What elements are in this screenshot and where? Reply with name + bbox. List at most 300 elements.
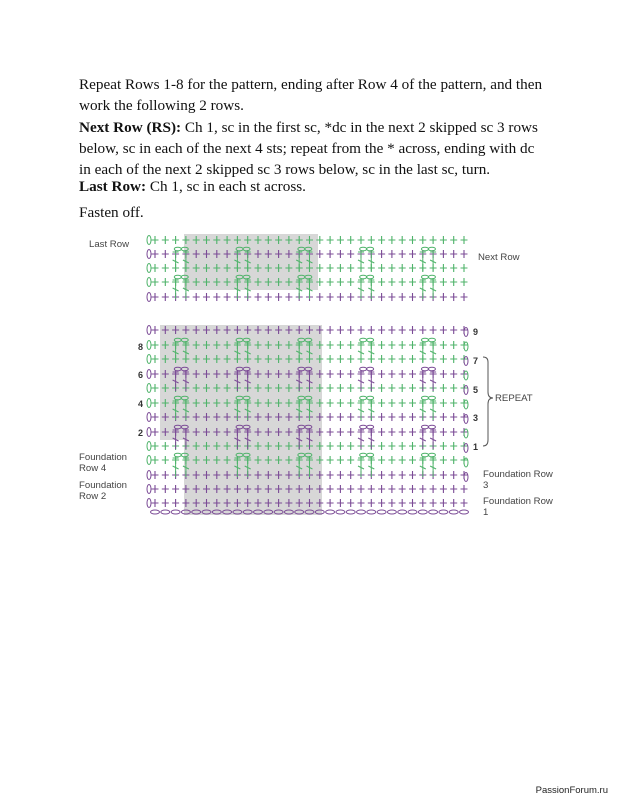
sc-symbol bbox=[327, 370, 334, 378]
sc-symbol bbox=[337, 413, 344, 421]
sc-symbol bbox=[440, 399, 447, 407]
sc-symbol bbox=[399, 250, 406, 258]
sc-symbol bbox=[440, 370, 447, 378]
turning-chain-symbol bbox=[464, 415, 468, 424]
sc-symbol bbox=[327, 456, 334, 464]
sc-symbol bbox=[388, 384, 395, 392]
label-foundation-row-2: Foundation Row 2 bbox=[79, 480, 128, 502]
sc-symbol bbox=[162, 499, 169, 507]
sc-symbol bbox=[409, 471, 416, 479]
row-number-6: 6 bbox=[138, 370, 144, 380]
turning-chain-symbol bbox=[464, 458, 468, 467]
sc-symbol bbox=[337, 236, 344, 244]
sc-symbol bbox=[152, 485, 159, 493]
sc-symbol bbox=[409, 293, 416, 301]
sc-symbol bbox=[399, 264, 406, 272]
instruction-paragraph-1: Repeat Rows 1-8 for the pattern, ending after Row 4 of the pattern, and then work the following 2 rows. bbox=[79, 76, 543, 114]
sc-symbol bbox=[162, 236, 169, 244]
sc-symbol bbox=[224, 293, 231, 301]
sc-symbol bbox=[399, 442, 406, 450]
sc-symbol bbox=[440, 456, 447, 464]
chain-loop-symbol bbox=[421, 453, 428, 457]
sc-symbol bbox=[399, 278, 406, 286]
sc-symbol bbox=[409, 250, 416, 258]
repeat-label: REPEAT bbox=[495, 393, 533, 404]
sc-symbol bbox=[409, 413, 416, 421]
sc-symbol bbox=[419, 236, 426, 244]
sc-symbol bbox=[337, 471, 344, 479]
sc-symbol bbox=[388, 442, 395, 450]
chart-label-next-row: Next Row bbox=[478, 252, 520, 263]
sc-symbol bbox=[152, 442, 159, 450]
sc-symbol bbox=[347, 278, 354, 286]
chain-symbol bbox=[147, 399, 151, 408]
sc-symbol bbox=[409, 370, 416, 378]
sc-symbol bbox=[461, 250, 468, 258]
chain-loop-symbol bbox=[174, 247, 181, 251]
chain-symbol bbox=[147, 471, 151, 480]
sc-symbol bbox=[461, 485, 468, 493]
sc-symbol bbox=[440, 485, 447, 493]
last-row-text: Ch 1, sc in each st across. bbox=[146, 178, 306, 195]
sc-symbol bbox=[368, 326, 375, 334]
sc-symbol bbox=[162, 471, 169, 479]
sc-symbol bbox=[430, 326, 437, 334]
sc-symbol bbox=[213, 293, 220, 301]
sc-symbol bbox=[388, 399, 395, 407]
sc-symbol bbox=[409, 264, 416, 272]
sc-symbol bbox=[152, 326, 159, 334]
chain-loop-symbol bbox=[428, 275, 435, 279]
sc-symbol bbox=[347, 250, 354, 258]
chain-symbol bbox=[147, 293, 151, 302]
sc-symbol bbox=[337, 278, 344, 286]
sc-symbol bbox=[461, 499, 468, 507]
chain-symbol bbox=[147, 485, 151, 494]
chain-symbol bbox=[147, 413, 151, 422]
sc-symbol bbox=[327, 428, 334, 436]
foundation-chain-symbol bbox=[408, 510, 417, 514]
sc-symbol bbox=[388, 250, 395, 258]
sc-symbol bbox=[152, 293, 159, 301]
sc-symbol bbox=[450, 471, 457, 479]
chain-loop-symbol bbox=[367, 425, 374, 429]
sc-symbol bbox=[388, 278, 395, 286]
chain-symbol bbox=[147, 355, 151, 364]
sc-symbol bbox=[347, 326, 354, 334]
sc-symbol bbox=[152, 355, 159, 363]
sc-symbol bbox=[152, 428, 159, 436]
sc-symbol bbox=[337, 293, 344, 301]
chain-loop-symbol bbox=[367, 396, 374, 400]
sc-symbol bbox=[378, 384, 385, 392]
sc-symbol bbox=[347, 370, 354, 378]
sc-symbol bbox=[409, 278, 416, 286]
sc-symbol bbox=[327, 399, 334, 407]
sc-symbol bbox=[440, 278, 447, 286]
sc-symbol bbox=[368, 485, 375, 493]
sc-symbol bbox=[162, 278, 169, 286]
row-number-2: 2 bbox=[138, 428, 144, 438]
sc-symbol bbox=[347, 355, 354, 363]
chain-loop-symbol bbox=[421, 275, 428, 279]
sc-symbol bbox=[388, 485, 395, 493]
chart-label-last-row: Last Row bbox=[89, 239, 129, 250]
sc-symbol bbox=[430, 499, 437, 507]
row-number-3: 3 bbox=[473, 413, 479, 423]
sc-symbol bbox=[193, 293, 200, 301]
foundation-chain-symbol bbox=[367, 510, 376, 514]
sc-symbol bbox=[409, 456, 416, 464]
sc-symbol bbox=[450, 264, 457, 272]
sc-symbol bbox=[152, 413, 159, 421]
sc-symbol bbox=[409, 428, 416, 436]
sc-symbol bbox=[388, 471, 395, 479]
sc-symbol bbox=[388, 370, 395, 378]
turning-chain-symbol bbox=[464, 371, 468, 380]
sc-symbol bbox=[399, 499, 406, 507]
sc-symbol bbox=[337, 399, 344, 407]
turning-chain-symbol bbox=[464, 429, 468, 438]
sc-symbol bbox=[399, 413, 406, 421]
sc-symbol bbox=[337, 428, 344, 436]
chain-symbol bbox=[147, 341, 151, 350]
sc-symbol bbox=[388, 355, 395, 363]
sc-symbol bbox=[327, 278, 334, 286]
sc-symbol bbox=[409, 355, 416, 363]
chain-loop-symbol bbox=[367, 338, 374, 342]
sc-symbol bbox=[347, 485, 354, 493]
sc-symbol bbox=[461, 293, 468, 301]
sc-symbol bbox=[440, 471, 447, 479]
sc-symbol bbox=[347, 428, 354, 436]
sc-symbol bbox=[440, 293, 447, 301]
sc-symbol bbox=[399, 485, 406, 493]
chain-loop-symbol bbox=[428, 453, 435, 457]
chain-loop-symbol bbox=[367, 453, 374, 457]
dc-symbol bbox=[430, 458, 436, 477]
sc-symbol bbox=[450, 236, 457, 244]
sc-symbol bbox=[378, 236, 385, 244]
sc-symbol bbox=[327, 341, 334, 349]
chain-symbol bbox=[147, 442, 151, 451]
sc-symbol bbox=[399, 471, 406, 479]
row-number-1: 1 bbox=[473, 442, 479, 452]
sc-symbol bbox=[440, 384, 447, 392]
sc-symbol bbox=[172, 485, 179, 493]
sc-symbol bbox=[388, 456, 395, 464]
sc-symbol bbox=[337, 341, 344, 349]
foundation-chain-symbol bbox=[326, 510, 335, 514]
sc-symbol bbox=[440, 236, 447, 244]
sc-symbol bbox=[337, 264, 344, 272]
chain-loop-symbol bbox=[360, 396, 367, 400]
sc-symbol bbox=[327, 326, 334, 334]
sc-symbol bbox=[450, 485, 457, 493]
sc-symbol bbox=[378, 264, 385, 272]
sc-symbol bbox=[327, 236, 334, 244]
sc-symbol bbox=[162, 250, 169, 258]
chain-loop-symbol bbox=[360, 367, 367, 371]
sc-symbol bbox=[378, 250, 385, 258]
sc-symbol bbox=[378, 399, 385, 407]
sc-symbol bbox=[152, 236, 159, 244]
sc-symbol bbox=[450, 355, 457, 363]
sc-symbol bbox=[378, 278, 385, 286]
sc-symbol bbox=[327, 264, 334, 272]
chain-loop-symbol bbox=[421, 338, 428, 342]
sc-symbol bbox=[409, 499, 416, 507]
foundation-chain-symbol bbox=[357, 510, 366, 514]
sc-symbol bbox=[409, 384, 416, 392]
sc-symbol bbox=[388, 293, 395, 301]
dc-symbol bbox=[358, 458, 364, 477]
sc-symbol bbox=[337, 485, 344, 493]
sc-symbol bbox=[450, 341, 457, 349]
sc-symbol bbox=[255, 293, 262, 301]
sc-symbol bbox=[152, 278, 159, 286]
chain-loop-symbol bbox=[421, 247, 428, 251]
row-number-9: 9 bbox=[473, 327, 479, 337]
sc-symbol bbox=[347, 384, 354, 392]
next-row-label: Next Row (RS): bbox=[79, 119, 182, 136]
sc-symbol bbox=[152, 471, 159, 479]
sc-symbol bbox=[399, 293, 406, 301]
watermark: PassionForum.ru bbox=[535, 785, 608, 796]
sc-symbol bbox=[450, 428, 457, 436]
row-number-7: 7 bbox=[473, 356, 479, 366]
row-number-8: 8 bbox=[138, 342, 144, 352]
sc-symbol bbox=[327, 293, 334, 301]
sc-symbol bbox=[162, 293, 169, 301]
sc-symbol bbox=[440, 442, 447, 450]
foundation-chain-symbol bbox=[460, 510, 469, 514]
sc-symbol bbox=[450, 413, 457, 421]
dc-symbol bbox=[368, 280, 374, 299]
chain-symbol bbox=[147, 384, 151, 393]
sc-symbol bbox=[419, 499, 426, 507]
sc-symbol bbox=[327, 471, 334, 479]
sc-symbol bbox=[327, 485, 334, 493]
chain-symbol bbox=[147, 456, 151, 465]
chain-loop-symbol bbox=[421, 425, 428, 429]
sc-symbol bbox=[440, 341, 447, 349]
sc-symbol bbox=[358, 326, 365, 334]
sc-symbol bbox=[378, 442, 385, 450]
sc-symbol bbox=[409, 399, 416, 407]
sc-symbol bbox=[399, 456, 406, 464]
chain-loop-symbol bbox=[360, 275, 367, 279]
dc-symbol bbox=[173, 458, 179, 477]
chain-loop-symbol bbox=[428, 425, 435, 429]
dc-symbol bbox=[173, 280, 179, 299]
chart-shaded-block bbox=[160, 325, 186, 440]
sc-symbol bbox=[358, 499, 365, 507]
sc-symbol bbox=[430, 236, 437, 244]
chain-loop-symbol bbox=[174, 453, 181, 457]
sc-symbol bbox=[450, 278, 457, 286]
dc-symbol bbox=[420, 458, 426, 477]
dc-symbol bbox=[368, 458, 374, 477]
sc-symbol bbox=[172, 236, 179, 244]
sc-symbol bbox=[450, 442, 457, 450]
chain-loop-symbol bbox=[360, 338, 367, 342]
sc-symbol bbox=[461, 236, 468, 244]
chain-loop-symbol bbox=[421, 367, 428, 371]
sc-symbol bbox=[378, 428, 385, 436]
turning-chain-symbol bbox=[464, 444, 468, 453]
sc-symbol bbox=[337, 499, 344, 507]
sc-symbol bbox=[399, 326, 406, 334]
sc-symbol bbox=[337, 384, 344, 392]
sc-symbol bbox=[378, 499, 385, 507]
sc-symbol bbox=[162, 264, 169, 272]
chain-loop-symbol bbox=[367, 275, 374, 279]
chain-loop-symbol bbox=[360, 453, 367, 457]
sc-symbol bbox=[450, 456, 457, 464]
next-row-text: Ch 1, sc in the first sc, *dc in the next 2 skipped sc 3 rows below, sc in each of the next 4 sts; repeat from the * across, ending with dc in each of the next 2 skipped sc 3 rows below, sc in the last sc, turn. bbox=[79, 119, 538, 178]
sc-symbol bbox=[440, 428, 447, 436]
sc-symbol bbox=[450, 326, 457, 334]
foundation-chain-symbol bbox=[429, 510, 438, 514]
sc-symbol bbox=[440, 250, 447, 258]
dc-symbol bbox=[420, 280, 426, 299]
foundation-chain-symbol bbox=[418, 510, 427, 514]
sc-symbol bbox=[388, 236, 395, 244]
dc-symbol bbox=[430, 280, 436, 299]
turning-chain-symbol bbox=[464, 473, 468, 482]
sc-symbol bbox=[378, 456, 385, 464]
sc-symbol bbox=[368, 236, 375, 244]
foundation-chain-symbol bbox=[161, 510, 170, 514]
sc-symbol bbox=[327, 499, 334, 507]
sc-symbol bbox=[409, 326, 416, 334]
sc-symbol bbox=[347, 264, 354, 272]
sc-symbol bbox=[327, 355, 334, 363]
sc-symbol bbox=[152, 370, 159, 378]
sc-symbol bbox=[430, 485, 437, 493]
sc-symbol bbox=[378, 293, 385, 301]
sc-symbol bbox=[337, 442, 344, 450]
chain-loop-symbol bbox=[360, 247, 367, 251]
sc-symbol bbox=[275, 293, 282, 301]
sc-symbol bbox=[285, 293, 292, 301]
sc-symbol bbox=[399, 428, 406, 436]
row-number-5: 5 bbox=[473, 385, 479, 395]
turning-chain-symbol bbox=[464, 386, 468, 395]
foundation-chain-symbol bbox=[449, 510, 458, 514]
chain-symbol bbox=[147, 499, 151, 508]
sc-symbol bbox=[399, 370, 406, 378]
chain-symbol bbox=[147, 250, 151, 259]
sc-symbol bbox=[337, 250, 344, 258]
sc-symbol bbox=[152, 384, 159, 392]
sc-symbol bbox=[327, 442, 334, 450]
sc-symbol bbox=[388, 326, 395, 334]
sc-symbol bbox=[461, 278, 468, 286]
chain-loop-symbol bbox=[428, 338, 435, 342]
sc-symbol bbox=[152, 456, 159, 464]
foundation-chain-symbol bbox=[171, 510, 180, 514]
turning-chain-symbol bbox=[464, 342, 468, 351]
sc-symbol bbox=[419, 485, 426, 493]
sc-symbol bbox=[440, 264, 447, 272]
turning-chain-symbol bbox=[464, 400, 468, 409]
chain-symbol bbox=[147, 278, 151, 287]
sc-symbol bbox=[327, 250, 334, 258]
foundation-chain-symbol bbox=[336, 510, 345, 514]
sc-symbol bbox=[347, 499, 354, 507]
sc-symbol bbox=[461, 264, 468, 272]
sc-symbol bbox=[327, 384, 334, 392]
sc-symbol bbox=[440, 355, 447, 363]
sc-symbol bbox=[450, 250, 457, 258]
sc-symbol bbox=[409, 442, 416, 450]
chain-loop-symbol bbox=[428, 396, 435, 400]
sc-symbol bbox=[347, 456, 354, 464]
sc-symbol bbox=[399, 236, 406, 244]
sc-symbol bbox=[378, 370, 385, 378]
foundation-chain-symbol bbox=[346, 510, 355, 514]
row-number-4: 4 bbox=[138, 399, 144, 409]
sc-symbol bbox=[337, 326, 344, 334]
sc-symbol bbox=[440, 499, 447, 507]
sc-symbol bbox=[378, 413, 385, 421]
chain-loop-symbol bbox=[428, 247, 435, 251]
sc-symbol bbox=[450, 499, 457, 507]
chain-symbol bbox=[147, 428, 151, 437]
sc-symbol bbox=[440, 413, 447, 421]
sc-symbol bbox=[347, 471, 354, 479]
foundation-chain-symbol bbox=[439, 510, 448, 514]
chain-symbol bbox=[147, 264, 151, 273]
sc-symbol bbox=[450, 399, 457, 407]
sc-symbol bbox=[162, 456, 169, 464]
sc-symbol bbox=[399, 384, 406, 392]
sc-symbol bbox=[378, 355, 385, 363]
sc-symbol bbox=[347, 442, 354, 450]
sc-symbol bbox=[162, 442, 169, 450]
sc-symbol bbox=[152, 264, 159, 272]
sc-symbol bbox=[440, 326, 447, 334]
sc-symbol bbox=[203, 293, 210, 301]
sc-symbol bbox=[152, 341, 159, 349]
sc-symbol bbox=[347, 341, 354, 349]
sc-symbol bbox=[419, 326, 426, 334]
sc-symbol bbox=[358, 485, 365, 493]
sc-symbol bbox=[450, 293, 457, 301]
sc-symbol bbox=[316, 293, 323, 301]
foundation-chain-symbol bbox=[387, 510, 396, 514]
sc-symbol bbox=[347, 399, 354, 407]
sc-symbol bbox=[388, 264, 395, 272]
sc-symbol bbox=[399, 399, 406, 407]
sc-symbol bbox=[388, 428, 395, 436]
chain-loop-symbol bbox=[360, 425, 367, 429]
sc-symbol bbox=[347, 413, 354, 421]
last-row-label: Last Row: bbox=[79, 178, 147, 195]
fasten-off-text: Fasten off. bbox=[79, 204, 144, 221]
foundation-chain-symbol bbox=[377, 510, 386, 514]
sc-symbol bbox=[409, 341, 416, 349]
label-foundation-row-3: Foundation Row 3 bbox=[483, 469, 553, 491]
chain-symbol bbox=[147, 370, 151, 379]
sc-symbol bbox=[152, 499, 159, 507]
chain-loop-symbol bbox=[367, 367, 374, 371]
sc-symbol bbox=[388, 341, 395, 349]
sc-symbol bbox=[368, 499, 375, 507]
chain-loop-symbol bbox=[367, 247, 374, 251]
